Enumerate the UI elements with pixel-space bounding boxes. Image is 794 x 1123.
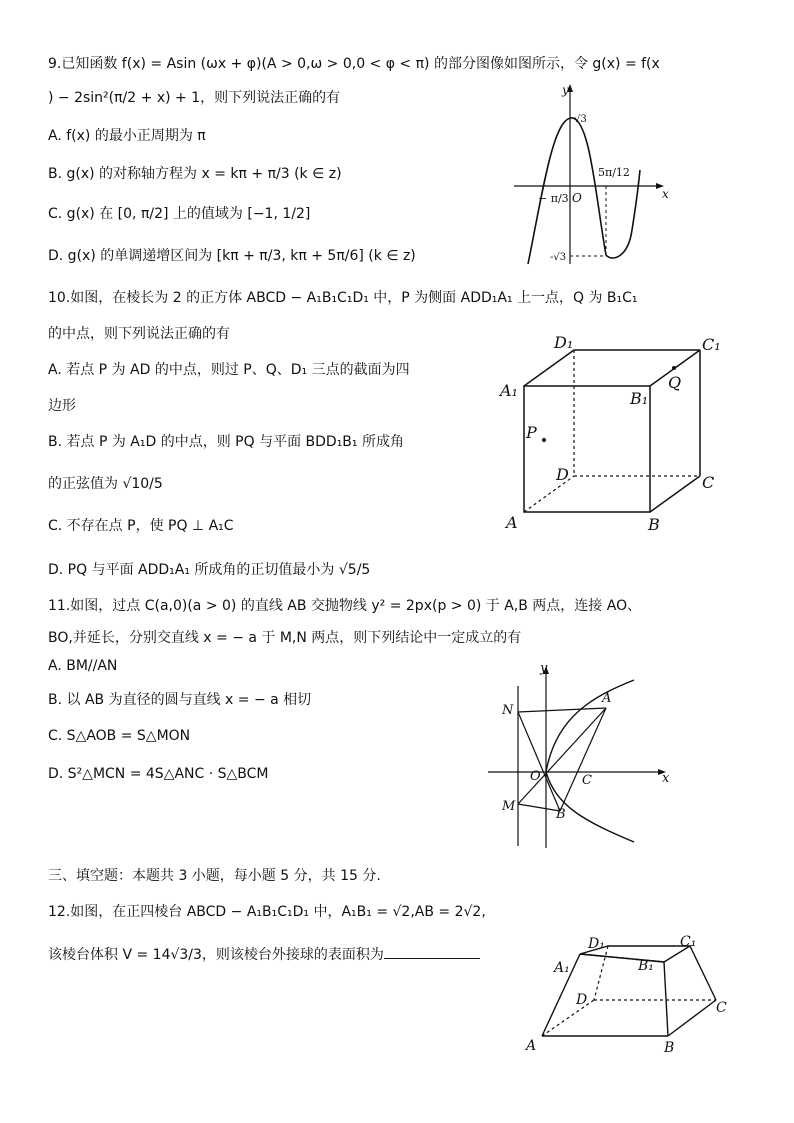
q9-label-bottom: -√3	[550, 252, 567, 263]
q12-stem-line2	[48, 944, 480, 965]
q12-hidden-edge	[594, 946, 608, 1000]
q9-stem-line1: 9.已知函数 f(x) = Asin (ωx + φ)(A > 0,ω > 0,0 < φ < π) 的部分图像如图所示，令 g(x) = f(x	[48, 56, 660, 72]
q10-label-p: P	[526, 423, 537, 442]
q10-stem-line1: 10.如图，在棱长为 2 的正方体 ABCD − A₁B₁C₁D₁ 中，P 为侧面 ADD₁A₁ 上一点，Q 为 B₁C₁	[48, 290, 638, 306]
q12-label-c1: C₁	[680, 934, 697, 950]
q10-option-a-line1: A. 若点 P 为 AD 的中点，则过 P、Q、D₁ 三点的截面为四	[48, 362, 410, 378]
q11-label-c: C	[582, 773, 592, 788]
q11-line-ao	[518, 708, 606, 804]
q11-label-m: M	[502, 799, 516, 814]
q11-parabola-figure	[484, 656, 684, 852]
q12-label-b1: B₁	[638, 958, 654, 974]
q10-stem-line2: 的中点，则下列说法正确的有	[48, 326, 230, 342]
q10-label-b1: B₁	[630, 389, 649, 408]
q11-label-x: x	[662, 771, 670, 786]
q11-stem-line1: 11.如图，过点 C(a,0)(a > 0) 的直线 AB 交抛物线 y² = 2px(p > 0) 于 A,B 两点，连接 AO、	[48, 598, 642, 614]
q11-line-bo	[518, 712, 560, 811]
q11-option-d: D. S²△MCN = 4S△ANC · S△BCM	[48, 766, 269, 782]
q10-label-d: D	[556, 465, 569, 484]
q9-option-a: A. f(x) 的最小正周期为 π	[48, 128, 206, 144]
q10-point-q	[672, 366, 676, 370]
q12-label-a: A	[526, 1038, 537, 1054]
q10-cube-figure	[496, 330, 736, 540]
q9-option-c: C. g(x) 在 [0, π/2] 上的值域为 [−1, 1/2]	[48, 206, 311, 222]
q9-label-left-tick: − π/3	[538, 192, 569, 205]
q10-label-d1: D₁	[554, 333, 574, 352]
q11-label-n: N	[502, 703, 514, 718]
q9-stem-line2: ) − 2sin²(π/2 + x) + 1，则下列说法正确的有	[48, 90, 341, 106]
q9-label-top: √3	[574, 114, 587, 125]
q10-option-b-line1: B. 若点 P 为 A₁D 的中点，则 PQ 与平面 BDD₁B₁ 所成角	[48, 434, 404, 450]
section-3-heading: 三、填空题：本题共 3 小题，每小题 5 分，共 15 分.	[48, 868, 381, 884]
q12-label-d1: D₁	[588, 936, 605, 952]
q10-option-c: C. 不存在点 P，使 PQ ⊥ A₁C	[48, 518, 234, 534]
q10-label-a: A	[506, 513, 518, 532]
q12-answer-blank[interactable]	[384, 944, 480, 959]
q11-option-c: C. S△AOB = S△MON	[48, 728, 191, 744]
q12-label-c: C	[716, 1000, 727, 1016]
q10-label-c: C	[702, 473, 715, 492]
q11-option-b: B. 以 AB 为直径的圆与直线 x = − a 相切	[48, 692, 312, 708]
q10-point-p	[542, 438, 546, 442]
q9-label-y: y	[562, 83, 569, 97]
q10-label-b: B	[648, 515, 660, 534]
q12-label-b: B	[664, 1040, 675, 1056]
q9-option-b: B. g(x) 的对称轴方程为 x = kπ + π/3 (k ∈ z)	[48, 166, 342, 182]
q11-label-o: O	[530, 769, 541, 784]
q12-stem-line1: 12.如图，在正四棱台 ABCD − A₁B₁C₁D₁ 中，A₁B₁ = √2,AB = 2√2,	[48, 904, 486, 920]
q11-label-a: A	[602, 691, 612, 706]
q9-label-x: x	[662, 187, 669, 201]
q10-option-a-line2: 边形	[48, 398, 76, 414]
q9-option-d: D. g(x) 的单调递增区间为 [kπ + π/3, kπ + 5π/6] (k ∈ z)	[48, 248, 416, 264]
q10-option-b-line2: 的正弦值为 √10/5	[48, 476, 163, 492]
q11-label-y: y	[540, 661, 548, 676]
q10-option-d: D. PQ 与平面 ADD₁A₁ 所成角的正切值最小为 √5/5	[48, 562, 371, 578]
q10-label-c1: C₁	[702, 335, 721, 354]
q12-label-d: D	[576, 992, 588, 1008]
q9-label-right-tick: 5π/12	[598, 166, 630, 179]
q10-label-q: Q	[668, 373, 682, 392]
q10-label-a1: A₁	[500, 381, 518, 400]
q12-label-a1: A₁	[554, 960, 570, 976]
q9-label-origin: O	[572, 191, 582, 205]
q12-stem-text: 该棱台体积 V = 14√3/3，则该棱台外接球的表面积为	[48, 947, 384, 963]
q11-option-a: A. BM//AN	[48, 658, 118, 674]
q9-sine-curve	[528, 118, 640, 264]
q11-stem-line2: BO,并延长，分别交直线 x = − a 于 M,N 两点，则下列结论中一定成立的有	[48, 630, 522, 646]
q12-frustum-figure	[520, 930, 740, 1060]
q11-label-b: B	[556, 807, 566, 822]
q9-sine-graph	[508, 80, 678, 270]
